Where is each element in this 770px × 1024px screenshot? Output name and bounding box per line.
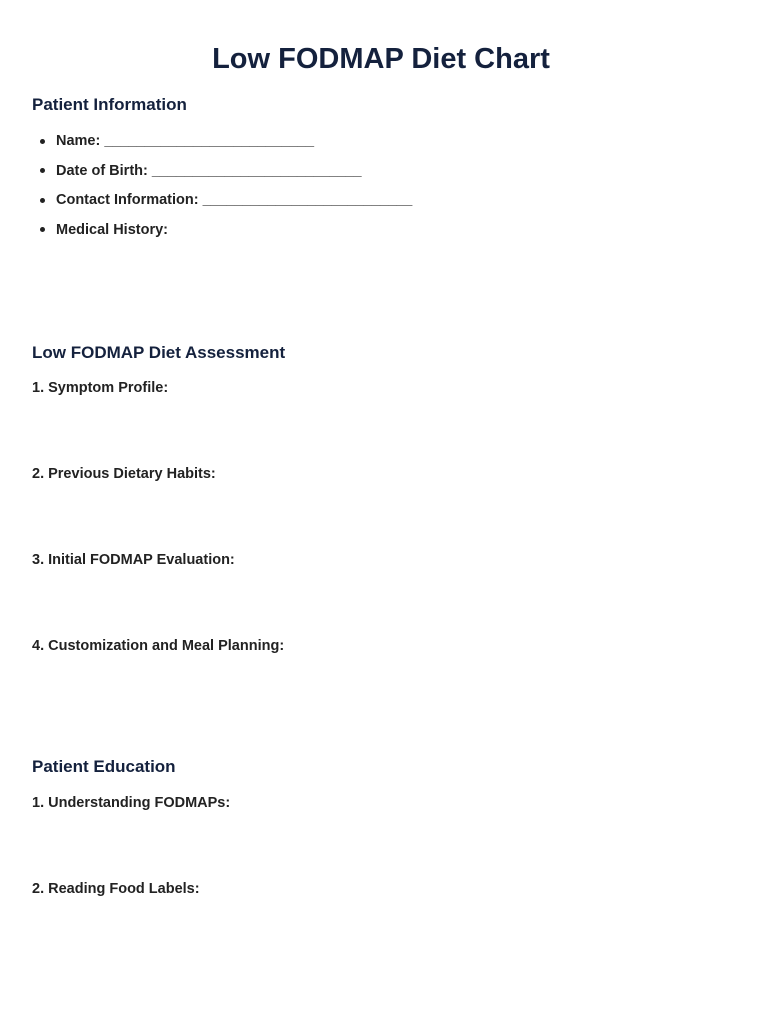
reading-food-labels-label: 2. Reading Food Labels:: [32, 881, 200, 897]
bullet-icon: [40, 198, 45, 203]
contact-information-label: Contact Information: __________________________: [56, 192, 413, 209]
patient-information-list: [32, 131, 412, 249]
initial-fodmap-evaluation-label: 3. Initial FODMAP Evaluation:: [32, 552, 235, 568]
symptom-profile-label: 1. Symptom Profile:: [32, 380, 169, 396]
medical-history-field: [32, 220, 412, 250]
contact-information-field: [32, 190, 412, 220]
bullet-icon: [40, 227, 45, 232]
bullet-icon: [40, 168, 45, 173]
patient-name-field: [32, 131, 412, 161]
bullet-icon: [40, 139, 45, 144]
previous-dietary-habits-label: 2. Previous Dietary Habits:: [32, 466, 216, 482]
understanding-fodmaps-label: 1. Understanding FODMAPs:: [32, 795, 231, 811]
date-of-birth-label: Date of Birth: __________________________: [56, 162, 362, 179]
patient-information-heading: Patient Information: [32, 95, 187, 114]
customization-meal-planning-label: 4. Customization and Meal Planning:: [32, 638, 285, 654]
patient-name-label: Name: __________________________: [56, 133, 315, 149]
medical-history-label: Medical History:: [56, 221, 168, 238]
assessment-heading: Low FODMAP Diet Assessment: [32, 343, 286, 362]
patient-education-heading: Patient Education: [32, 757, 176, 776]
document-title: Low FODMAP Diet Chart: [212, 43, 550, 75]
date-of-birth-field: [32, 161, 412, 191]
